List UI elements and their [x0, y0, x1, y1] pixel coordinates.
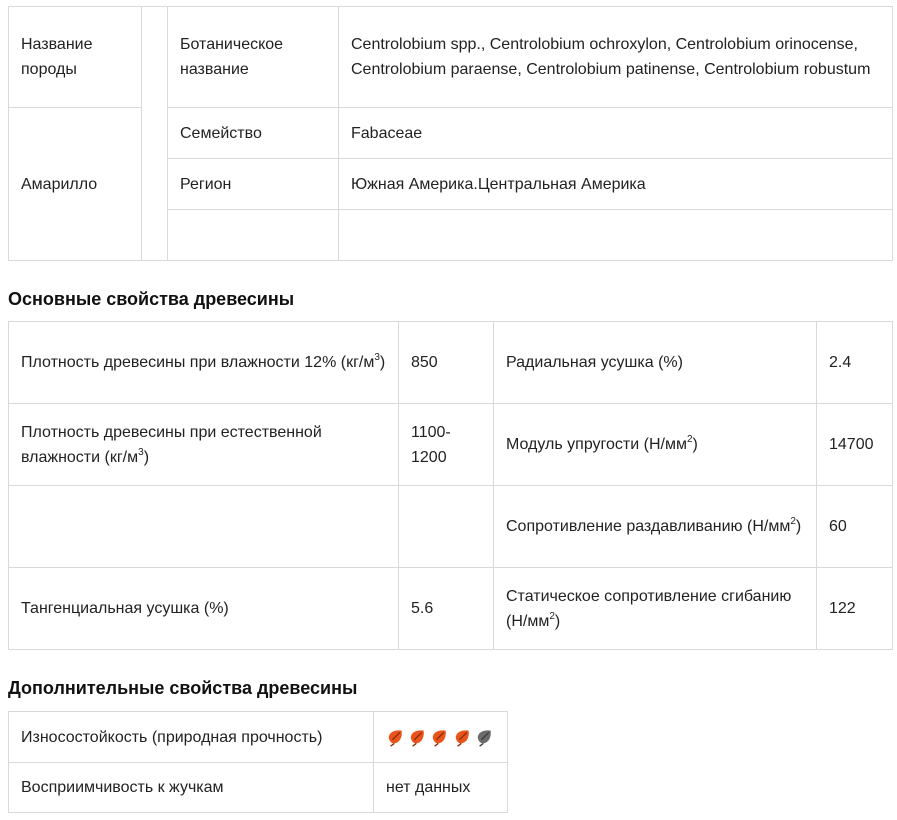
- spacer-cell: [142, 7, 168, 261]
- leaf-icon: [430, 726, 450, 748]
- table-row: [9, 108, 893, 159]
- main-properties-heading: Основные свойства древесины: [8, 289, 295, 309]
- region-value: Южная Америка.Центральная Америка: [339, 159, 893, 210]
- density-12-value: 850: [399, 322, 494, 404]
- main-properties-table: [8, 321, 893, 650]
- species-info-table: [8, 6, 893, 261]
- extra-properties-table: [8, 711, 508, 813]
- table-row: [9, 763, 508, 813]
- table-row: [9, 486, 893, 568]
- bending-resistance-value: 122: [817, 568, 893, 650]
- region-label: Регион: [168, 159, 339, 210]
- radial-shrinkage-label: Радиальная усушка (%): [494, 322, 817, 404]
- density-natural-value: 1100-1200: [399, 404, 494, 486]
- empty-value: [339, 210, 893, 261]
- crush-resistance-value: 60: [817, 486, 893, 568]
- durability-label: Износостойкость (природная прочность): [9, 712, 374, 763]
- table-row: [9, 322, 893, 404]
- elasticity-value: 14700: [817, 404, 893, 486]
- crush-resistance-label: Сопротивление раздавливанию $(Н/мм^2)$: [494, 486, 817, 568]
- empty-label: [168, 210, 339, 261]
- durability-rating: [374, 712, 508, 763]
- leaf-icon: [453, 726, 473, 748]
- insect-susceptibility-label: Восприимчивость к жучкам: [9, 763, 374, 813]
- leaf-icon: [408, 726, 428, 748]
- leaf-icon: [475, 726, 495, 748]
- leaf-icon: [386, 726, 406, 748]
- table-row: [9, 712, 508, 763]
- table-row: [9, 568, 893, 650]
- tangential-shrinkage-value: 5.6: [399, 568, 494, 650]
- tangential-shrinkage-label: Тангенциальная усушка (%): [9, 568, 399, 650]
- family-label: Семейство: [168, 108, 339, 159]
- breed-name-value: Амарилло: [9, 108, 142, 261]
- family-value: Fabaceae: [339, 108, 893, 159]
- empty-cell: [9, 486, 399, 568]
- extra-properties-heading: Дополнительные свойства древесины: [8, 678, 358, 698]
- bending-resistance-label: Статическое сопротивление сгибанию $(Н/мм^2)$: [494, 568, 817, 650]
- elasticity-label: Модуль упругости $(Н/мм^2)$: [494, 404, 817, 486]
- botanical-name-label: Ботаническое название: [168, 7, 339, 108]
- density-12-label: Плотность древесины при влажности 12% $(кг/м^3)$: [9, 322, 399, 404]
- breed-name-header: Название породы: [9, 7, 142, 108]
- table-row: [9, 7, 893, 108]
- table-row: [9, 404, 893, 486]
- botanical-name-value: Centrolobium spp., Centrolobium ochroxylon, Centrolobium orinocense, Centrolobium paraense, Centrolobium patinense, Centrolobium robustum: [339, 7, 893, 108]
- insect-susceptibility-value: нет данных: [374, 763, 508, 813]
- leaf-rating: [386, 726, 495, 748]
- empty-cell: [399, 486, 494, 568]
- radial-shrinkage-value: 2.4: [817, 322, 893, 404]
- density-natural-label: Плотность древесины при естественной влажности $(кг/м^3)$: [9, 404, 399, 486]
